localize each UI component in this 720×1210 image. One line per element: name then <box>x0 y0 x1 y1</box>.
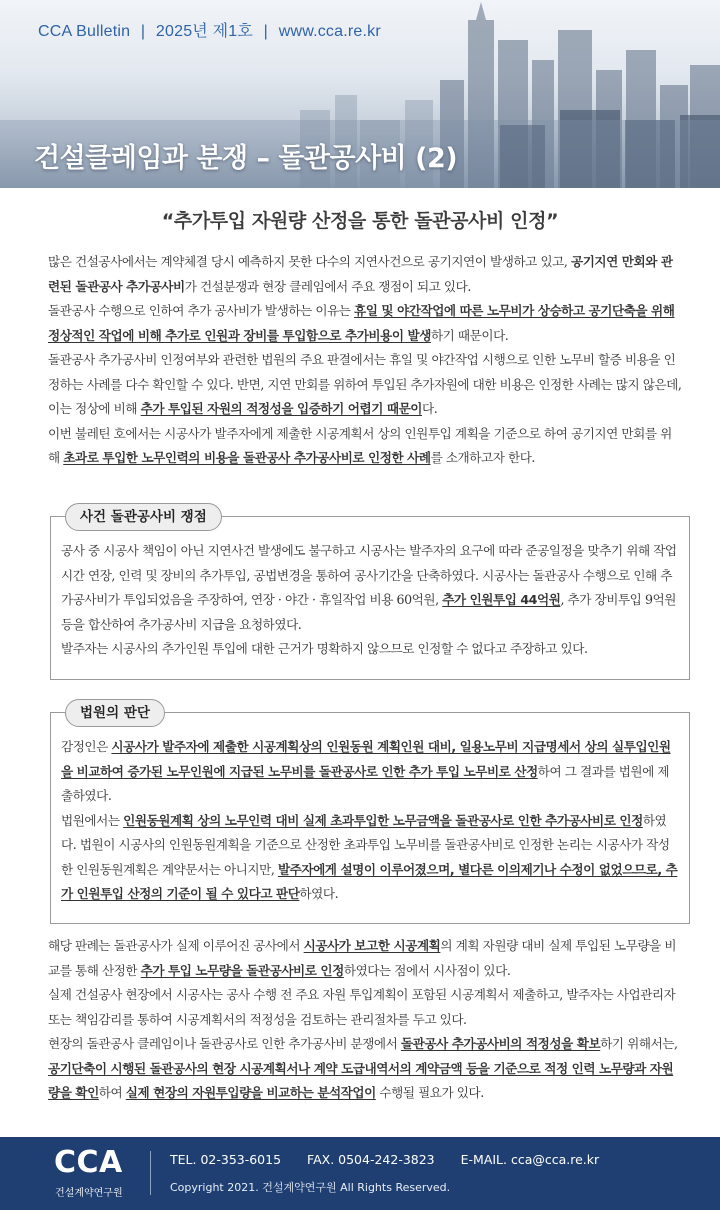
phone-number: TEL. 02-353-6015 <box>170 1152 282 1167</box>
underlined-text: 시공사가 발주자에 제출한 시공계획상의 인원동원 계획인원 대비, 일용노무비 지급명세서 상의 실투입인원을 비교하여 증가된 노무인원에 지급된 노무비를 돌관공사로 인한 추가 투입 노무비로 산정 <box>61 739 671 779</box>
underlined-text: 추가 인원투입 44억원 <box>442 592 561 607</box>
conclusion-paragraph: 실제 건설공사 현장에서 시공사는 공사 수행 전 주요 자원 투입계획이 포함된 시공계획서 제출하고, 발주자는 사업관리자 또는 책임감리를 통하여 시공계획서의 적정성을 검토하는 관리절차를 두고 있다. <box>48 987 676 1027</box>
article-subtitle: “추가투입 자원량 산정을 통한 돌관공사비 인정” <box>161 210 559 232</box>
underlined-text: 실제 현장의 자원투입량을 비교하는 분석작업이 <box>125 1085 376 1100</box>
underlined-text: 공기단축이 시행된 돌관공사의 현장 시공계획서나 계약 도급내역서의 계약금액 등을 기준으로 적정 인력 노무량과 자원량을 확인 <box>48 1060 674 1100</box>
page-title: 건설클레임과 분쟁 – 돌관공사비 (2) <box>34 143 458 174</box>
website-link[interactable]: www.cca.re.kr <box>278 23 381 40</box>
conclusion-paragraph: 현장의 돌관공사 클레임이나 돌관공사로 인한 추가공사비 분쟁에서 돌관공사 추가공사비의 적정성을 확보하기 위해서는, 공기단축이 시행된 돌관공사의 현장 시공계획서나 계약 도급내역서의 계약금액 등을 기준으로 적정 인력 노무량과 자원량을 확인하여 실제 현장의 자원투입량을 비교하는 분석작업이 수행될 필요가 있다. <box>48 1036 678 1100</box>
underlined-text: 초과로 투입한 노무인력의 비용을 돌관공사 추가공사비로 인정한 사례 <box>63 450 431 465</box>
case-issue-content <box>51 517 689 672</box>
underlined-text: 돌관공사 추가공사비의 적정성을 확보 <box>400 1036 601 1051</box>
masthead-separator: | <box>263 23 269 40</box>
underlined-text: 추가 투입 노무량을 돌관공사비로 인정 <box>140 962 344 978</box>
fax-number: FAX. 0504-242-3823 <box>307 1152 435 1167</box>
underlined-text: 휴일 및 야간작업에 따른 노무비가 상승하고 공기단축을 위해 정상적인 작업에 비해 추가로 인원과 장비를 투입함으로 추가비용이 발생 <box>48 303 675 343</box>
court-paragraph: 법원에서는 인원동원계획 상의 노무인력 대비 실제 초과투입한 노무금액을 돌관공사로 인한 추가공사비로 인정하였다. 법원이 시공사의 인원동원계획을 기준으로 산정한 초과투입 노무비를 돌관공사비로 인정한 논리는 시공사가 작성한 인원동원계획은 계약문서는 아니지만, 발주자에게 설명이 이루어졌으며, 별다른 이의제기나 수정이 없었으므로, 추가 인원투입 산정의 기준이 될 수 있다고 판단하였다. <box>61 812 678 901</box>
underlined-text: 추가 투입된 자원의 적정성을 입증하기 어렵기 때문이 <box>140 401 423 416</box>
underlined-text: 시공사가 보고한 시공계획 <box>303 938 441 953</box>
underlined-text: 발주자에게 설명이 이루어졌으며, 별다른 이의제기나 수정이 없었으므로, 추가 인원투입 산정의 기준이 될 수 있다고 판단 <box>61 861 678 901</box>
header-banner <box>0 0 720 188</box>
conclusion-section <box>48 934 682 1106</box>
footer-divider <box>150 1151 151 1195</box>
underlined-text: 인원동원계획 상의 노무인력 대비 실제 초과투입한 노무금액을 돌관공사로 인한 추가공사비로 인정 <box>123 812 643 828</box>
court-judgment-box <box>50 705 690 924</box>
emphasis-text: 공기지연 만회와 관련된 돌관공사 추가공사비 <box>48 254 673 294</box>
court-judgment-label: 법원의 판단 <box>65 699 165 727</box>
court-paragraph: 감정인은 시공사가 발주자에 제출한 시공계획상의 인원동원 계획인원 대비, 일용노무비 지급명세서 상의 실투입인원을 비교하여 증가된 노무인원에 지급된 노무비를 돌관공사로 인한 추가 투입 노무비로 산정하여 그 결과를 법원에 제출하였다. <box>61 739 671 803</box>
issue-number: 2025년 제1호 <box>155 23 254 40</box>
publication-name: CCA Bulletin <box>38 23 131 40</box>
case-paragraph: 발주자는 시공사의 추가인원 투입에 대한 근거가 명확하지 않으므로 인정할 수 없다고 주장하고 있다. <box>61 641 588 656</box>
intro-paragraph: 돌관공사 추가공사비 인정여부와 관련한 법원의 주요 판결에서는 휴일 및 야간작업 시행으로 인한 노무비 할증 비용을 인정하는 사례를 다수 확인할 수 있다. 반면, 지연 만회를 위하여 투입된 추가자원에 대한 비용은 인정한 사례는 많지 않은데, 이는 정상에 비해 추가 투입된 자원의 적정성을 입증하기 어렵기 때문이다. <box>48 352 682 416</box>
organization-name: 건설계약연구원 <box>55 1188 123 1199</box>
intro-paragraph: 많은 건설공사에서는 계약체결 당시 예측하지 못한 다수의 지연사건으로 공기지연이 발생하고 있고, 공기지연 만회와 관련된 돌관공사 추가공사비가 건설분쟁과 현장 클레임에서 주요 쟁점이 되고 있다. <box>48 254 673 294</box>
conclusion-paragraph: 해당 판례는 돌관공사가 실제 이루어진 공사에서 시공사가 보고한 시공계획의 계획 자원량 대비 실제 투입된 노무량을 비교를 통해 산정한 추가 투입 노무량을 돌관공사비로 인정하였다는 점에서 시사점이 있다. <box>48 938 677 978</box>
case-issue-box <box>50 509 690 680</box>
intro-paragraph: 이번 불레틴 호에서는 시공사가 발주자에게 제출한 시공계획서 상의 인원투입 계획을 기준으로 하여 공기지연 만회를 위해 초과로 투입한 노무인력의 비용을 돌관공사 추가공사비로 인정한 사례를 소개하고자 한다. <box>48 425 672 465</box>
case-issue-label: 사건 돌관공사비 쟁점 <box>65 503 222 531</box>
intro-section <box>48 250 682 471</box>
masthead-separator: | <box>140 23 146 40</box>
masthead <box>38 18 387 41</box>
intro-paragraph: 돌관공사 수행으로 인하여 추가 공사비가 발생하는 이유는 휴일 및 야간작업에 따른 노무비가 상승하고 공기단축을 위해 정상적인 작업에 비해 추가로 인원과 장비를 투입함으로 추가비용이 발생하기 때문이다. <box>48 303 675 343</box>
court-judgment-content <box>51 713 689 917</box>
copyright-text: Copyright 2021. 건설계약연구원 All Rights Reserved. <box>170 1181 451 1194</box>
case-paragraph: 공사 중 시공사 책임이 아닌 지연사건 발생에도 불구하고 시공사는 발주자의 요구에 따라 준공일정을 맞추기 위해 작업시간 연장, 인력 및 장비의 추가투입, 공법변경을 통하여 공사기간을 단축하였다. 시공사는 돌관공사 수행으로 인해 추가공사비가 투입되었음을 주장하여, 연장 · 야간 · 휴일작업 비용 60억원, 추가 인원투입 44억원, 추가 장비투입 9억원 등을 합산하여 추가공사비 지급을 요청하였다. <box>61 543 677 632</box>
cca-logo: CCA <box>54 1145 123 1180</box>
contact-info <box>170 1152 621 1167</box>
footer <box>0 1137 720 1210</box>
email-link[interactable]: E-MAIL. cca@cca.re.kr <box>460 1152 600 1167</box>
